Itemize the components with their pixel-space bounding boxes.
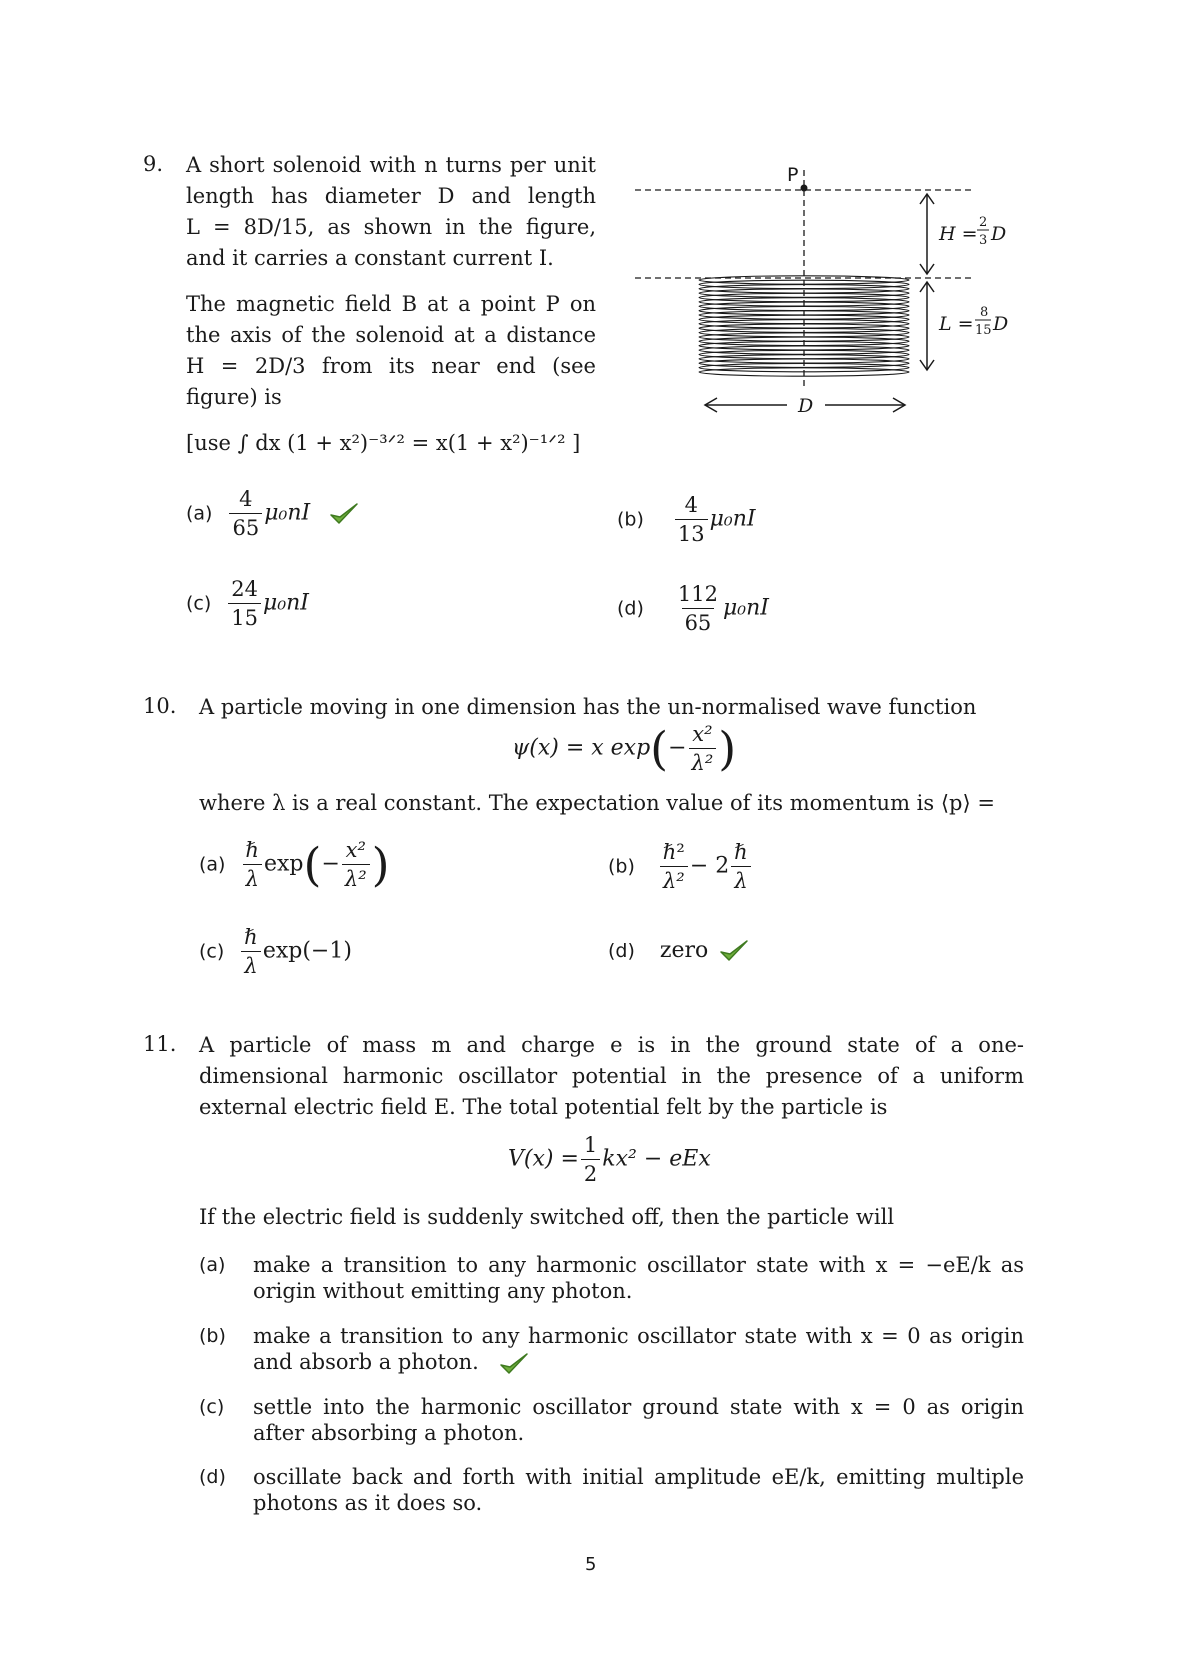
q11-line-2: dimensional harmonic oscillator potential in the presence of a uniform	[199, 1064, 1024, 1088]
q9-option-a[interactable]: (a) $\frac{4}{65}$ μ₀nI	[186, 487, 359, 540]
point-p-label: P	[787, 164, 799, 186]
q10-option-d[interactable]: (d) zero	[608, 938, 749, 964]
q9-line-1: A short solenoid with n turns per unit	[186, 153, 596, 177]
q9-p2-line-3: H = 2D/3 from its near end (see	[186, 354, 596, 378]
q9-line-3: L = 8D/15, as shown in the figure,	[186, 215, 596, 239]
q10-stem: A particle moving in one dimension has the un-normalised wave function	[199, 695, 977, 719]
q9-option-d[interactable]: (d) $\frac{112}{65}$ μ₀nI	[617, 582, 769, 635]
svg-text:8: 8	[980, 305, 989, 320]
q10-equation: ψ(x) = x exp(− $\frac{\text{x²}}{\text{λ²}}$ )	[512, 721, 737, 776]
q9-stem	[186, 150, 596, 274]
exam-page: 9. A short solenoid with n turns per unit length has diameter D and length L = 8D/15, as shown in the figure, and it carries a constant current I. The magnetic field B at a point P on the axis of the solenoid at a distance H = 2D/3 from its near end (see figure) is [use ∫ dx (1 + x²)⁻³ᐟ² = x(1 + x²)⁻¹ᐟ² ] P D H = 2 3 D L = 8 15 D (a) $\frac{4}{65}$ μ₀nI (b) $\frac{4}{13}$ μ₀nI (c) $\frac{24}{15}$ μ₀nI (d) $\frac{112}{65}$ μ₀nI 10. A particle moving in one dimension has the un-normalised wave function ψ(x) = x exp(− $\frac{\text{x²}}{\text{λ²}}$ ) where λ is a real constant. The expectation value of its momentum is ⟨p⟩ = (a) $\frac{\text{ℏ}}{\lambda}$ exp(− $\frac{\text{x²}}{\text{λ²}}$ ) (b) $\frac{\text{ℏ²}}{\text{λ²}}$ − 2 $\frac{\text{ℏ}}{\lambda}$ (c) $\frac{\text{ℏ}}{\lambda}$ exp(−1) (d) zero 11. A particle of mass m and charge e is in the ground state of a one- dimensional harmonic oscillator potential in the presence of a uniform external electric field E. The total potential felt by the particle is V(x) = $\frac{1}{2}$ kx² − eEx If the electric field is suddenly switched off, then the particle will (a) make a transition to any harmonic oscillator state with x = −eE/k as origin without emitting any photon. (b) make a transition to any harmonic oscillator state with x = 0 as origin and absorb a photon. (c) settle into the harmonic oscillator ground state with x = 0 as origin after absorbing a photon. (d) oscillate back and forth with initial amplitude eE/k, emitting multiple photons as it does so. 5	[143, 152, 1024, 1575]
q9-line-4: and it carries a constant current I.	[186, 246, 554, 270]
svg-text:3: 3	[979, 233, 988, 248]
q10-option-c[interactable]: (c) $\frac{\text{ℏ}}{\lambda}$ exp(−1)	[199, 925, 352, 978]
solenoid-figure	[625, 160, 1025, 420]
h-label: H =	[939, 223, 978, 245]
q11-stem	[199, 1030, 1024, 1123]
q10-number: 10.	[143, 694, 177, 718]
svg-text:D: D	[991, 223, 1007, 245]
page-number: 5	[585, 1554, 597, 1575]
q10-option-a[interactable]: (a) $\frac{\text{ℏ}}{\lambda}$ exp(− $\frac{\text{x²}}{\text{λ²}}$ )	[199, 837, 390, 892]
svg-text:2: 2	[979, 215, 988, 230]
q10-option-b[interactable]: (b) $\frac{\text{ℏ²}}{\text{λ²}}$ − 2 $\frac{\text{ℏ}}{\lambda}$	[608, 840, 753, 893]
q11-line-1: A particle of mass m and charge e is in the ground state of a one-	[199, 1033, 1024, 1057]
q11-equation: V(x) = $\frac{1}{2}$ kx² − eEx	[508, 1133, 711, 1186]
q11-number: 11.	[143, 1032, 177, 1056]
q9-p2-line-2: the axis of the solenoid at a distance	[186, 323, 596, 347]
correct-check-icon	[719, 938, 749, 964]
q10-where: where λ is a real constant. The expectation value of its momentum is ⟨p⟩ =	[199, 791, 995, 815]
correct-check-icon	[329, 501, 359, 527]
svg-text:D: D	[993, 313, 1009, 335]
q9-hint: [use ∫ dx (1 + x²)⁻³ᐟ² = x(1 + x²)⁻¹ᐟ² ]	[186, 431, 581, 455]
q9-para2	[186, 289, 596, 413]
q11-switch: If the electric field is suddenly switched off, then the particle will	[199, 1205, 895, 1229]
point-p	[801, 185, 808, 192]
q9-option-c[interactable]: (c) $\frac{24}{15}$ μ₀nI	[186, 577, 309, 630]
q9-p2-line-4: figure) is	[186, 385, 282, 409]
correct-check-icon	[499, 1351, 529, 1377]
q9-number: 9.	[143, 152, 164, 176]
q11-line-3: external electric field E. The total potential felt by the particle is	[199, 1095, 888, 1119]
svg-text:15: 15	[975, 323, 992, 338]
q9-p2-line-1: The magnetic field B at a point P on	[186, 292, 596, 316]
q9-option-b[interactable]: (b) $\frac{4}{13}$ μ₀nI	[617, 493, 756, 546]
d-label: D	[798, 395, 814, 417]
l-label: L =	[939, 313, 974, 335]
q9-line-2: length has diameter D and length	[186, 184, 596, 208]
